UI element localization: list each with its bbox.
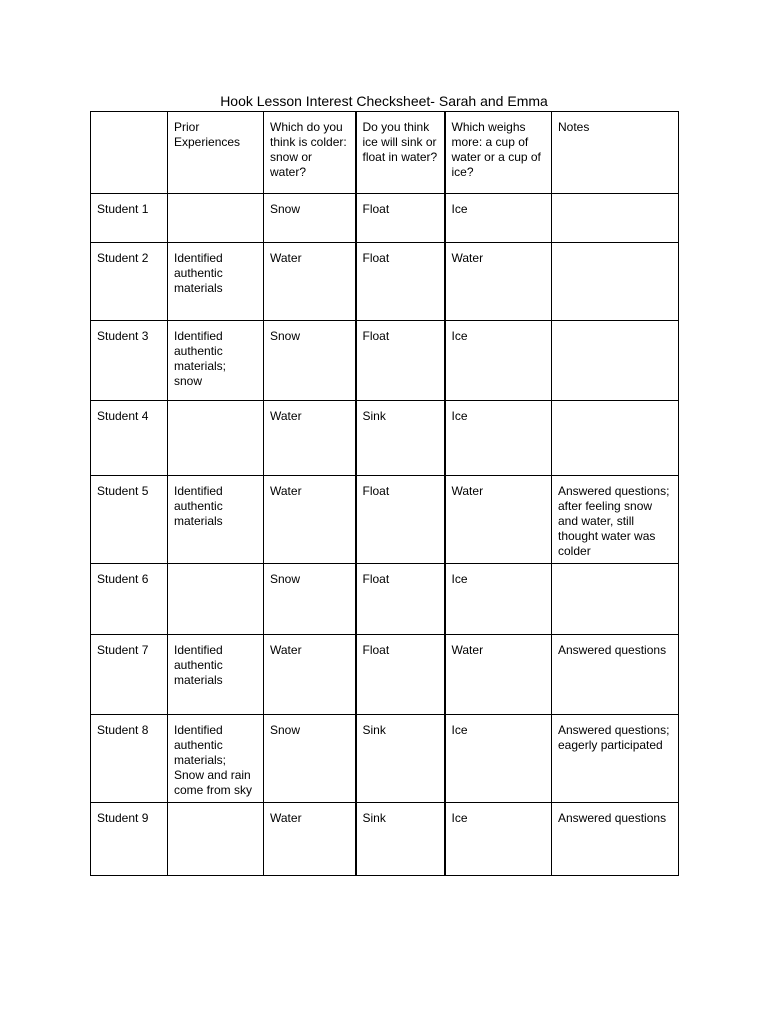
checksheet-table: [90, 111, 679, 876]
cell-notes: Answered questions: [552, 803, 679, 876]
table-row: [91, 715, 679, 803]
cell-notes: [552, 243, 679, 321]
cell-prior-experiences: [168, 401, 264, 476]
cell-student: Student 7: [91, 635, 168, 715]
cell-prior-experiences: [168, 194, 264, 243]
cell-notes: [552, 564, 679, 635]
cell-notes: [552, 401, 679, 476]
table-row: [91, 401, 679, 476]
cell-colder: Snow: [264, 564, 356, 635]
cell-notes: [552, 194, 679, 243]
cell-weighs-more: Ice: [445, 803, 552, 876]
cell-prior-experiences: Identified authentic materials: [168, 635, 264, 715]
cell-prior-experiences: [168, 803, 264, 876]
table-row: [91, 321, 679, 401]
header-cell-colder: Which do you think is colder: snow or water?: [264, 112, 356, 194]
cell-colder: Water: [264, 243, 356, 321]
cell-sink-or-float: Float: [356, 564, 445, 635]
cell-notes: Answered questions: [552, 635, 679, 715]
table-row: [91, 803, 679, 876]
cell-sink-or-float: Float: [356, 476, 445, 564]
cell-colder: Snow: [264, 321, 356, 401]
cell-student: Student 5: [91, 476, 168, 564]
cell-sink-or-float: Float: [356, 194, 445, 243]
cell-colder: Water: [264, 476, 356, 564]
header-cell-notes: Notes: [552, 112, 679, 194]
table-row: [91, 635, 679, 715]
cell-prior-experiences: Identified authentic materials; snow: [168, 321, 264, 401]
header-cell-student: [91, 112, 168, 194]
header-cell-sink-or-float: Do you think ice will sink or float in water?: [356, 112, 445, 194]
header-row: [91, 112, 679, 194]
table-row: [91, 564, 679, 635]
cell-weighs-more: Ice: [445, 715, 552, 803]
cell-sink-or-float: Float: [356, 321, 445, 401]
cell-weighs-more: Water: [445, 243, 552, 321]
cell-student: Student 3: [91, 321, 168, 401]
cell-colder: Snow: [264, 194, 356, 243]
cell-weighs-more: Water: [445, 476, 552, 564]
cell-student: Student 1: [91, 194, 168, 243]
cell-student: Student 4: [91, 401, 168, 476]
table-row: [91, 194, 679, 243]
cell-colder: Water: [264, 635, 356, 715]
document-title: Hook Lesson Interest Checksheet- Sarah and Emma: [220, 93, 548, 109]
table-row: [91, 243, 679, 321]
cell-prior-experiences: [168, 564, 264, 635]
header-cell-prior-experiences: Prior Experiences: [168, 112, 264, 194]
cell-prior-experiences: Identified authentic materials; Snow and rain come from sky: [168, 715, 264, 803]
cell-notes: Answered questions; eagerly participated: [552, 715, 679, 803]
cell-weighs-more: Ice: [445, 321, 552, 401]
cell-colder: Snow: [264, 715, 356, 803]
cell-student: Student 2: [91, 243, 168, 321]
table-row: [91, 476, 679, 564]
cell-sink-or-float: Sink: [356, 401, 445, 476]
cell-weighs-more: Water: [445, 635, 552, 715]
cell-sink-or-float: Float: [356, 635, 445, 715]
cell-colder: Water: [264, 401, 356, 476]
cell-prior-experiences: Identified authentic materials: [168, 476, 264, 564]
cell-student: Student 6: [91, 564, 168, 635]
cell-student: Student 8: [91, 715, 168, 803]
header-cell-weighs-more: Which weighs more: a cup of water or a cup of ice?: [445, 112, 552, 194]
cell-weighs-more: Ice: [445, 401, 552, 476]
cell-sink-or-float: Sink: [356, 803, 445, 876]
cell-weighs-more: Ice: [445, 194, 552, 243]
cell-colder: Water: [264, 803, 356, 876]
cell-prior-experiences: Identified authentic materials: [168, 243, 264, 321]
cell-notes: Answered questions; after feeling snow and water, still thought water was colder: [552, 476, 679, 564]
cell-sink-or-float: Float: [356, 243, 445, 321]
cell-sink-or-float: Sink: [356, 715, 445, 803]
cell-student: Student 9: [91, 803, 168, 876]
cell-notes: [552, 321, 679, 401]
cell-weighs-more: Ice: [445, 564, 552, 635]
